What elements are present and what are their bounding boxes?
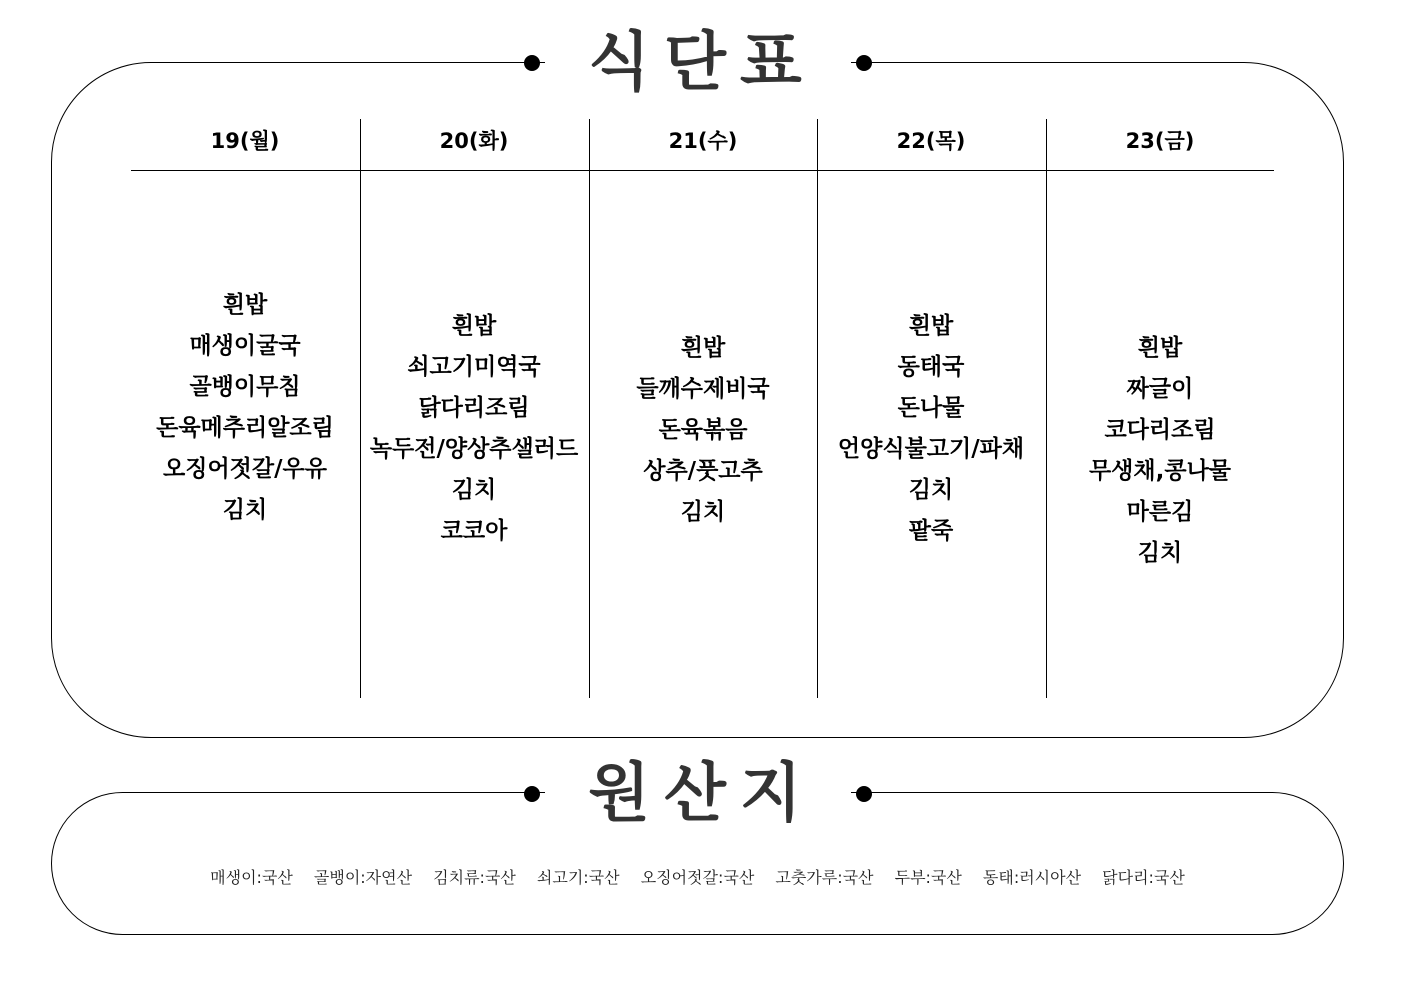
day-header: 21(수) (668, 129, 738, 153)
dish: 언양식불고기/파채 (837, 436, 1025, 462)
origin-item: 닭다리:국산 (1102, 868, 1185, 887)
origin-item: 동태:러시아산 (982, 868, 1082, 887)
origin-item: 김치류:국산 (433, 868, 516, 887)
dish: 골뱅이무침 (189, 374, 301, 400)
dish: 김치 (222, 497, 268, 523)
day-header: 22(목) (896, 129, 966, 153)
dish: 매생이굴국 (189, 333, 301, 359)
day-column-tue (360, 119, 588, 698)
dish: 들깨수제비국 (636, 376, 770, 402)
dish: 오징어젓갈/우유 (163, 456, 327, 482)
origin-item: 쇠고기:국산 (536, 868, 620, 887)
dish: 동태국 (897, 354, 965, 380)
day-header: 20(화) (439, 129, 509, 153)
day-header: 23(금) (1125, 129, 1195, 153)
dish: 녹두전/양상추샐러드 (369, 436, 579, 462)
dish: 돈육메추리알조림 (156, 415, 334, 441)
dish-list (1046, 328, 1274, 574)
day-column-fri (1046, 119, 1274, 698)
dish: 코다리조림 (1104, 417, 1216, 443)
dish: 짜글이 (1126, 376, 1194, 402)
dish: 김치 (680, 499, 726, 525)
dish: 닭다리조림 (418, 395, 530, 421)
origin-list (51, 866, 1344, 890)
origin-title: 원산지 (588, 757, 816, 831)
origin-item: 매생이:국산 (210, 868, 293, 887)
dish: 김치 (451, 477, 497, 503)
origin-item: 골뱅이:자연산 (313, 868, 413, 887)
day-header: 19(월) (210, 129, 280, 153)
menu-title: 식단표 (588, 26, 816, 100)
dish: 흰밥 (222, 292, 268, 318)
dish: 김치 (1137, 540, 1183, 566)
day-column-thu (817, 119, 1045, 698)
dish: 김치 (908, 477, 954, 503)
day-column-mon (131, 119, 359, 698)
dish: 흰밥 (908, 313, 954, 339)
dish: 돈육볶음 (658, 417, 748, 443)
dish: 쇠고기미역국 (407, 354, 541, 380)
menu-title-block (545, 23, 851, 103)
dish: 마른김 (1126, 499, 1194, 525)
dish: 상추/풋고추 (643, 458, 763, 484)
dish-list (817, 306, 1045, 552)
dish: 팥죽 (908, 518, 954, 544)
dish-list (589, 328, 817, 533)
origin-item: 고춧가루:국산 (775, 868, 874, 887)
dish: 돈나물 (897, 395, 965, 421)
dish-list (360, 306, 588, 552)
dish-list (131, 285, 359, 531)
day-column-wed (589, 119, 817, 698)
origin-item: 두부:국산 (894, 868, 962, 887)
dish: 무생채,콩나물 (1088, 458, 1232, 484)
dish: 흰밥 (451, 313, 497, 339)
dish: 흰밥 (1137, 335, 1183, 361)
origin-item: 오징어젓갈:국산 (640, 868, 755, 887)
dot-icon (856, 55, 872, 71)
dish: 코코아 (440, 518, 508, 544)
origin-title-block (545, 754, 851, 834)
dot-icon (856, 786, 872, 802)
dish: 흰밥 (680, 335, 726, 361)
